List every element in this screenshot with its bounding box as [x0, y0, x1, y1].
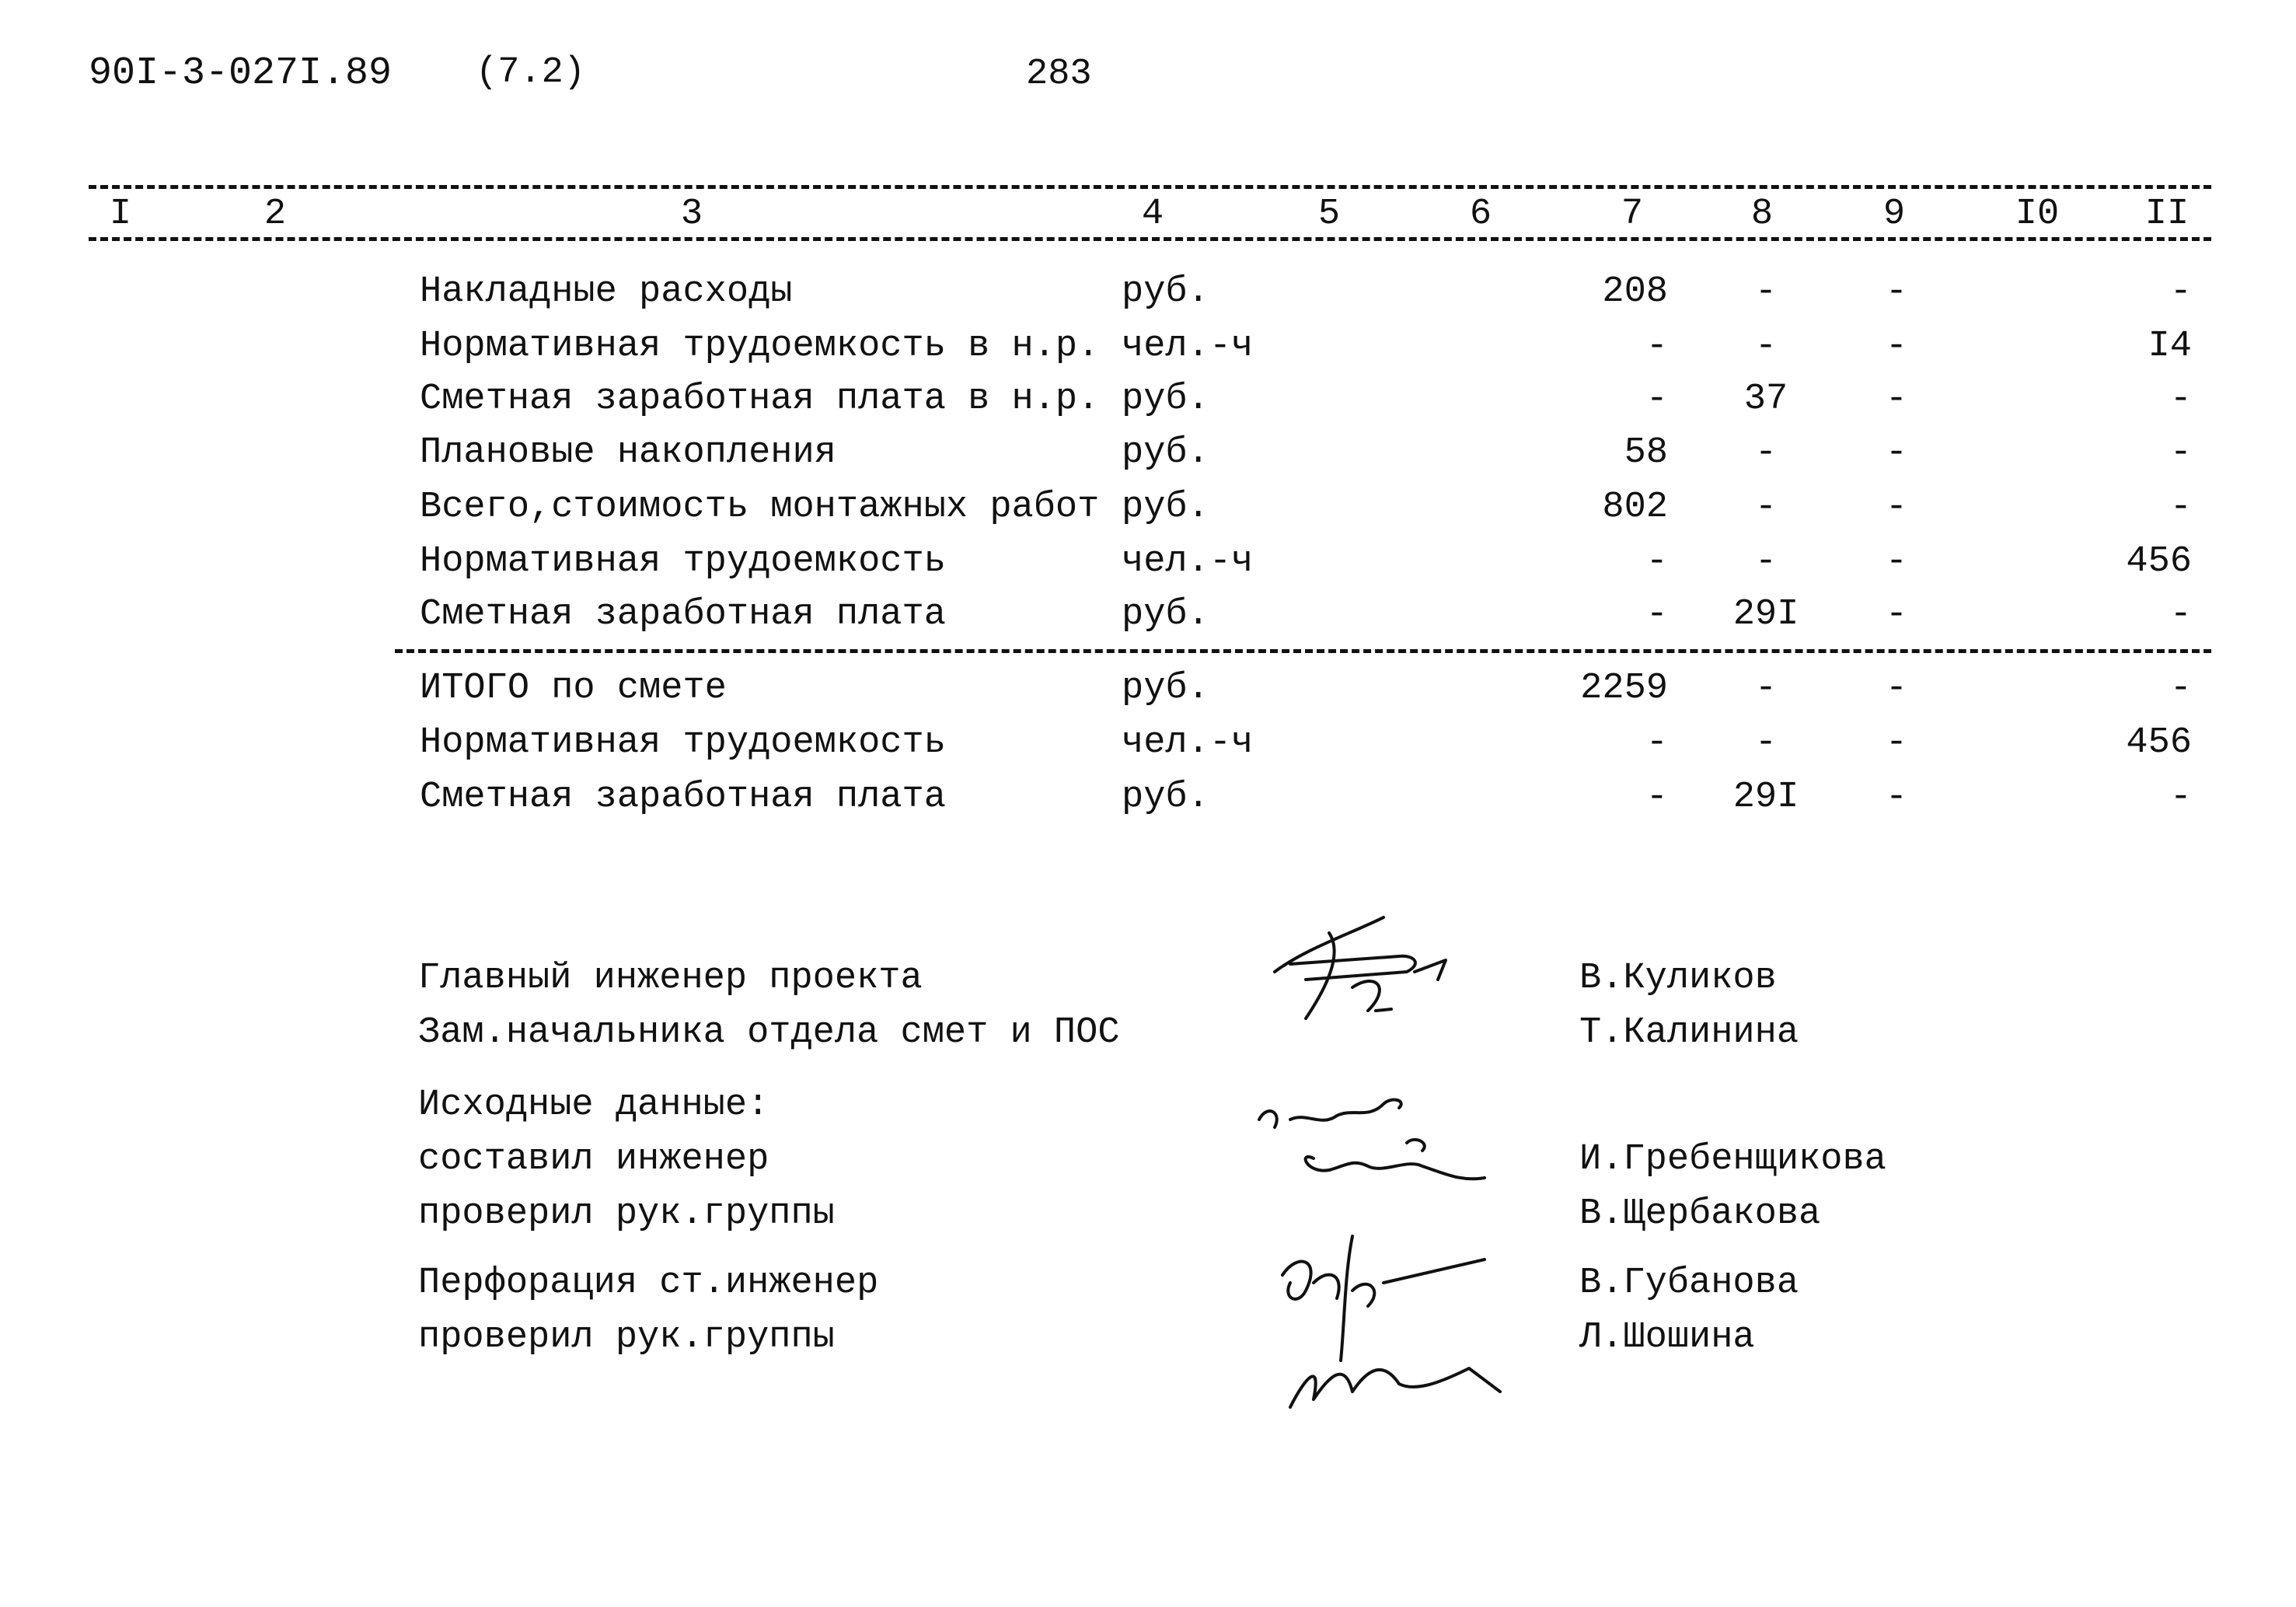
- row-name: Всего,стоимость монтажных работ: [420, 487, 1100, 528]
- col11-value: -: [2169, 777, 2192, 818]
- col11-value: 456: [2126, 541, 2192, 582]
- chief-name: В.Куликов: [1579, 958, 1777, 999]
- col11-value: -: [2169, 487, 2192, 528]
- row-unit: руб.: [1122, 668, 1209, 709]
- row-name: ИТОГО по смете: [420, 668, 727, 709]
- signature-gubanova-shoshina: [1267, 1228, 1531, 1423]
- row-name: Нормативная трудоемкость: [420, 541, 946, 582]
- col9-value: -: [1885, 487, 1908, 528]
- col11-value: -: [2169, 432, 2192, 473]
- col9-value: -: [1885, 541, 1908, 582]
- column-header-8: 8: [1750, 194, 1774, 235]
- col7-value: -: [1645, 777, 1668, 818]
- checked2-name: Л.Шошина: [1579, 1317, 1755, 1358]
- row-name: Сметная заработная плата: [420, 594, 946, 635]
- col9-value: -: [1885, 594, 1908, 635]
- perf-name: В.Губанова: [1579, 1263, 1799, 1304]
- col9-value: -: [1885, 777, 1908, 818]
- row-name: Нормативная трудоемкость: [420, 722, 946, 763]
- col7-value: -: [1645, 379, 1668, 420]
- col11-value: -: [2169, 668, 2192, 709]
- col7-value: 208: [1602, 271, 1668, 313]
- checked1-label: проверил рук.группы: [418, 1193, 835, 1235]
- row-unit: руб.: [1122, 777, 1209, 818]
- col11-value: -: [2169, 379, 2192, 420]
- checked1-name: В.Щербакова: [1579, 1193, 1821, 1235]
- col11-value: -: [2169, 594, 2192, 635]
- col9-value: -: [1885, 668, 1908, 709]
- col7-value: 2259: [1580, 668, 1668, 709]
- document-code: 90I-3-027I.89: [89, 51, 393, 96]
- col7-value: 802: [1602, 487, 1668, 528]
- col9-value: -: [1885, 379, 1908, 420]
- section-number: (7.2): [476, 52, 586, 93]
- checked2-label: проверил рук.группы: [418, 1317, 835, 1358]
- row-unit: чел.-ч: [1122, 326, 1254, 367]
- col8-value: -: [1754, 487, 1778, 528]
- row-unit: чел.-ч: [1122, 541, 1254, 582]
- row-name: Сметная заработная плата: [420, 777, 946, 818]
- col8-value: -: [1754, 722, 1778, 763]
- signature-kulikov-kalinina: [1259, 902, 1492, 1042]
- row-name: Сметная заработная плата в н.р.: [420, 379, 1100, 420]
- signature-grebenshchikova-shcherbakova: [1251, 1088, 1531, 1213]
- col8-value: -: [1754, 668, 1778, 709]
- header-top-rule: [89, 185, 2211, 189]
- perf-label: Перфорация ст.инженер: [418, 1263, 879, 1304]
- row-name: Плановые накопления: [420, 432, 836, 473]
- col11-value: 456: [2126, 722, 2192, 763]
- compiled-name: И.Гребенщикова: [1579, 1139, 1886, 1180]
- row-unit: чел.-ч: [1122, 722, 1254, 763]
- totals-divider: [395, 649, 2211, 653]
- col9-value: -: [1885, 271, 1908, 313]
- col7-value: -: [1645, 722, 1668, 763]
- col7-value: -: [1645, 326, 1668, 367]
- col8-value: -: [1754, 271, 1778, 313]
- col8-value: -: [1754, 326, 1778, 367]
- row-unit: руб.: [1122, 271, 1209, 313]
- row-unit: руб.: [1122, 432, 1209, 473]
- compiled-label: составил инженер: [418, 1139, 769, 1180]
- deputy-name: Т.Калинина: [1579, 1012, 1799, 1053]
- col8-value: 29I: [1732, 594, 1799, 635]
- row-unit: руб.: [1122, 379, 1209, 420]
- column-header-9: 9: [1883, 194, 1906, 235]
- col9-value: -: [1885, 722, 1908, 763]
- col9-value: -: [1885, 326, 1908, 367]
- row-unit: руб.: [1122, 487, 1209, 528]
- deputy-label: Зам.начальника отдела смет и ПОС: [418, 1012, 1120, 1053]
- column-header-4: 4: [1141, 194, 1164, 235]
- column-header-3: 3: [680, 194, 703, 235]
- column-header-5: 5: [1317, 194, 1341, 235]
- header-bottom-rule: [89, 237, 2211, 241]
- col7-value: -: [1645, 541, 1668, 582]
- chief-label: Главный инженер проекта: [418, 958, 923, 999]
- column-header-1: I: [109, 194, 132, 235]
- col8-value: -: [1754, 432, 1778, 473]
- col7-value: -: [1645, 594, 1668, 635]
- row-name: Накладные расходы: [420, 271, 793, 313]
- col8-value: -: [1754, 541, 1778, 582]
- column-header-7: 7: [1621, 194, 1644, 235]
- col11-value: -: [2169, 271, 2192, 313]
- col7-value: 58: [1624, 432, 1668, 473]
- col8-value: 37: [1743, 379, 1788, 420]
- row-unit: руб.: [1122, 594, 1209, 635]
- col11-value: I4: [2148, 326, 2192, 367]
- page-number: 283: [1026, 54, 1092, 95]
- source-label: Исходные данные:: [418, 1085, 769, 1126]
- column-header-2: 2: [263, 194, 287, 235]
- col9-value: -: [1885, 432, 1908, 473]
- row-name: Нормативная трудоемкость в н.р.: [420, 326, 1100, 367]
- column-header-10: I0: [2015, 194, 2060, 235]
- column-header-6: 6: [1469, 194, 1492, 235]
- column-header-11: II: [2144, 194, 2190, 235]
- col8-value: 29I: [1732, 777, 1799, 818]
